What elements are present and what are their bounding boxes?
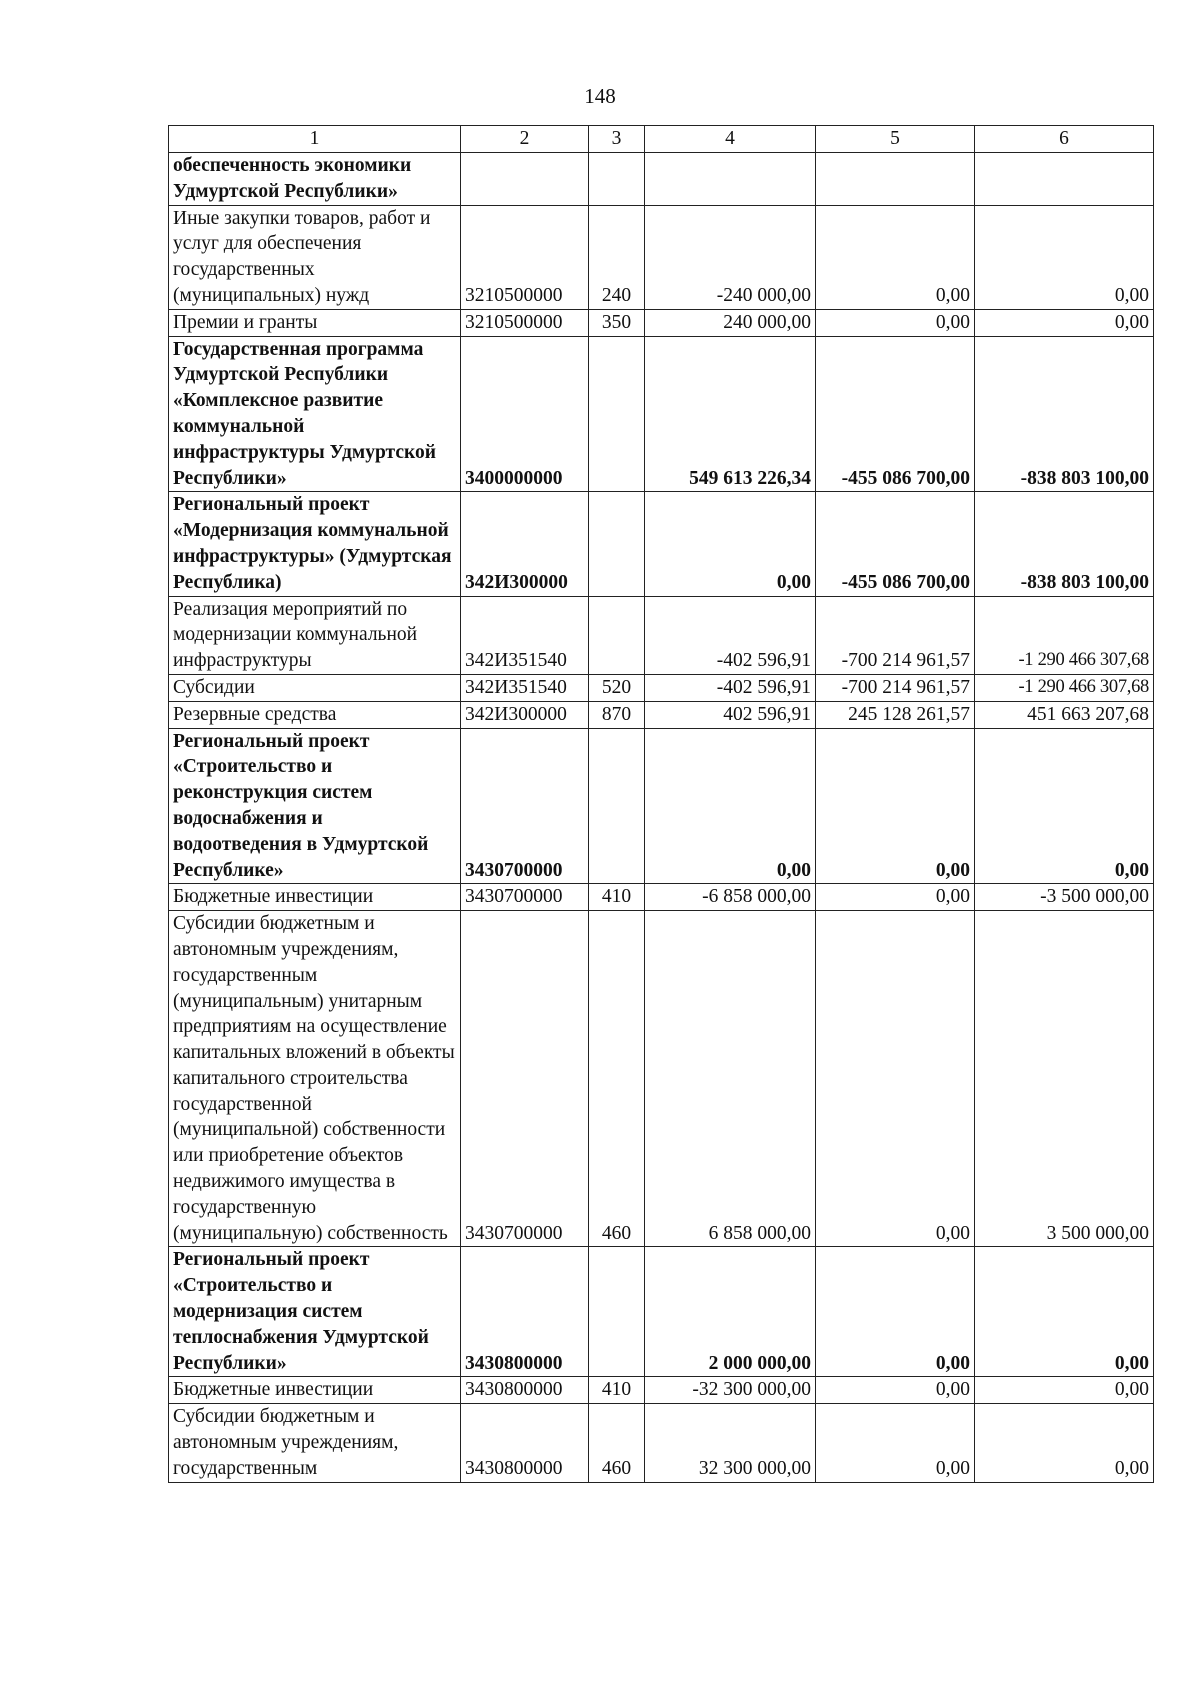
row-amount-col6-cell: -1 290 466 307,68: [975, 674, 1154, 701]
row-name-cell: обеспеченность экономики Удмуртской Республики»: [169, 153, 461, 206]
row-amount-col5-cell: 245 128 261,57: [816, 701, 975, 728]
table-row: [169, 492, 1154, 596]
row-expense-type-cell: [589, 596, 645, 674]
table-row: [169, 701, 1154, 728]
row-amount-col6-cell: -1 290 466 307,68: [975, 596, 1154, 674]
row-amount-col6-cell: [975, 153, 1154, 206]
table-row: [169, 728, 1154, 884]
table-row: [169, 1404, 1154, 1482]
row-amount-col4-cell: 0,00: [645, 728, 816, 884]
row-amount-col5-cell: 0,00: [816, 728, 975, 884]
row-expense-type-cell: [589, 728, 645, 884]
row-name-cell: Реализация мероприятий по модернизации коммунальной инфраструктуры: [169, 596, 461, 674]
header-row: [169, 126, 1154, 153]
row-amount-col6-cell: 0,00: [975, 309, 1154, 336]
table-row: [169, 674, 1154, 701]
row-expense-type-cell: 410: [589, 1377, 645, 1404]
row-amount-col5-cell: 0,00: [816, 884, 975, 911]
row-amount-col4-cell: 6 858 000,00: [645, 911, 816, 1247]
row-code-cell: 342И351540: [461, 674, 589, 701]
row-code-cell: 3400000000: [461, 336, 589, 492]
row-expense-type-cell: 460: [589, 1404, 645, 1482]
row-name-cell: Иные закупки товаров, работ и услуг для обеспечения государственных (муниципальных) нужд: [169, 205, 461, 309]
row-name-cell: Субсидии: [169, 674, 461, 701]
row-name-cell: Региональный проект «Строительство и реконструкция систем водоснабжения и водоотведения в Удмуртской Республике»: [169, 728, 461, 884]
row-amount-col6-cell: 3 500 000,00: [975, 911, 1154, 1247]
header-col-5: 5: [816, 126, 975, 153]
row-amount-col4-cell: -32 300 000,00: [645, 1377, 816, 1404]
row-amount-col4-cell: 2 000 000,00: [645, 1247, 816, 1377]
table-row: [169, 153, 1154, 206]
table-body: [169, 153, 1154, 1483]
row-expense-type-cell: 520: [589, 674, 645, 701]
row-amount-col4-cell: 32 300 000,00: [645, 1404, 816, 1482]
row-code-cell: 3430700000: [461, 884, 589, 911]
row-name-cell: Государственная программа Удмуртской Республики «Комплексное развитие коммунальной инфраструктуры Удмуртской Республики»: [169, 336, 461, 492]
table-row: [169, 911, 1154, 1247]
row-expense-type-cell: 410: [589, 884, 645, 911]
table-row: [169, 309, 1154, 336]
row-name-cell: Премии и гранты: [169, 309, 461, 336]
row-amount-col6-cell: 0,00: [975, 1377, 1154, 1404]
row-amount-col4-cell: 549 613 226,34: [645, 336, 816, 492]
row-expense-type-cell: 870: [589, 701, 645, 728]
row-expense-type-cell: 240: [589, 205, 645, 309]
row-code-cell: 3430800000: [461, 1404, 589, 1482]
row-amount-col4-cell: -6 858 000,00: [645, 884, 816, 911]
row-code-cell: 342И300000: [461, 701, 589, 728]
row-name-cell: Бюджетные инвестиции: [169, 884, 461, 911]
row-amount-col6-cell: 0,00: [975, 205, 1154, 309]
header-col-3: 3: [589, 126, 645, 153]
row-expense-type-cell: [589, 492, 645, 596]
row-code-cell: [461, 153, 589, 206]
row-amount-col5-cell: 0,00: [816, 911, 975, 1247]
row-name-cell: Субсидии бюджетным и автономным учреждениям, государственным: [169, 1404, 461, 1482]
row-amount-col5-cell: 0,00: [816, 1247, 975, 1377]
row-code-cell: 3210500000: [461, 309, 589, 336]
row-expense-type-cell: 460: [589, 911, 645, 1247]
row-amount-col5-cell: -700 214 961,57: [816, 674, 975, 701]
row-amount-col6-cell: -3 500 000,00: [975, 884, 1154, 911]
table-row: [169, 1247, 1154, 1377]
header-col-2: 2: [461, 126, 589, 153]
table-row: [169, 1377, 1154, 1404]
row-amount-col4-cell: -402 596,91: [645, 674, 816, 701]
row-expense-type-cell: [589, 1247, 645, 1377]
row-name-cell: Бюджетные инвестиции: [169, 1377, 461, 1404]
row-amount-col6-cell: 0,00: [975, 1404, 1154, 1482]
row-expense-type-cell: [589, 336, 645, 492]
row-expense-type-cell: 350: [589, 309, 645, 336]
header-col-6: 6: [975, 126, 1154, 153]
row-code-cell: 3430700000: [461, 911, 589, 1247]
row-amount-col4-cell: [645, 153, 816, 206]
row-amount-col5-cell: 0,00: [816, 205, 975, 309]
table-row: [169, 596, 1154, 674]
row-code-cell: 3210500000: [461, 205, 589, 309]
table-row: [169, 336, 1154, 492]
row-name-cell: Региональный проект «Строительство и модернизация систем теплоснабжения Удмуртской Республики»: [169, 1247, 461, 1377]
table-row: [169, 884, 1154, 911]
budget-table: [168, 125, 1154, 1483]
row-amount-col6-cell: 0,00: [975, 728, 1154, 884]
row-amount-col4-cell: -402 596,91: [645, 596, 816, 674]
row-amount-col5-cell: -455 086 700,00: [816, 492, 975, 596]
row-code-cell: 3430800000: [461, 1377, 589, 1404]
row-amount-col6-cell: 451 663 207,68: [975, 701, 1154, 728]
row-amount-col4-cell: 240 000,00: [645, 309, 816, 336]
page-number: 148: [584, 84, 616, 108]
row-code-cell: 3430700000: [461, 728, 589, 884]
row-amount-col5-cell: 0,00: [816, 1377, 975, 1404]
row-code-cell: 342И351540: [461, 596, 589, 674]
row-amount-col5-cell: 0,00: [816, 309, 975, 336]
row-name-cell: Субсидии бюджетным и автономным учреждениям, государственным (муниципальным) унитарным предприятиям на осуществление капитальных вложений в объекты капитального строительства государственной (муниципальной) собственности или приобретение объектов недвижимого имущества в государственную (муниципальную) собственность: [169, 911, 461, 1247]
row-amount-col5-cell: -700 214 961,57: [816, 596, 975, 674]
row-amount-col6-cell: 0,00: [975, 1247, 1154, 1377]
row-amount-col4-cell: -240 000,00: [645, 205, 816, 309]
header-col-1: 1: [169, 126, 461, 153]
row-amount-col4-cell: 0,00: [645, 492, 816, 596]
row-code-cell: 3430800000: [461, 1247, 589, 1377]
row-amount-col5-cell: [816, 153, 975, 206]
row-code-cell: 342И300000: [461, 492, 589, 596]
table-row: [169, 205, 1154, 309]
row-expense-type-cell: [589, 153, 645, 206]
row-amount-col5-cell: -455 086 700,00: [816, 336, 975, 492]
row-name-cell: Региональный проект «Модернизация коммунальной инфраструктуры» (Удмуртская Республика): [169, 492, 461, 596]
header-col-4: 4: [645, 126, 816, 153]
row-amount-col4-cell: 402 596,91: [645, 701, 816, 728]
row-amount-col6-cell: -838 803 100,00: [975, 336, 1154, 492]
row-amount-col6-cell: -838 803 100,00: [975, 492, 1154, 596]
row-amount-col5-cell: 0,00: [816, 1404, 975, 1482]
row-name-cell: Резервные средства: [169, 701, 461, 728]
